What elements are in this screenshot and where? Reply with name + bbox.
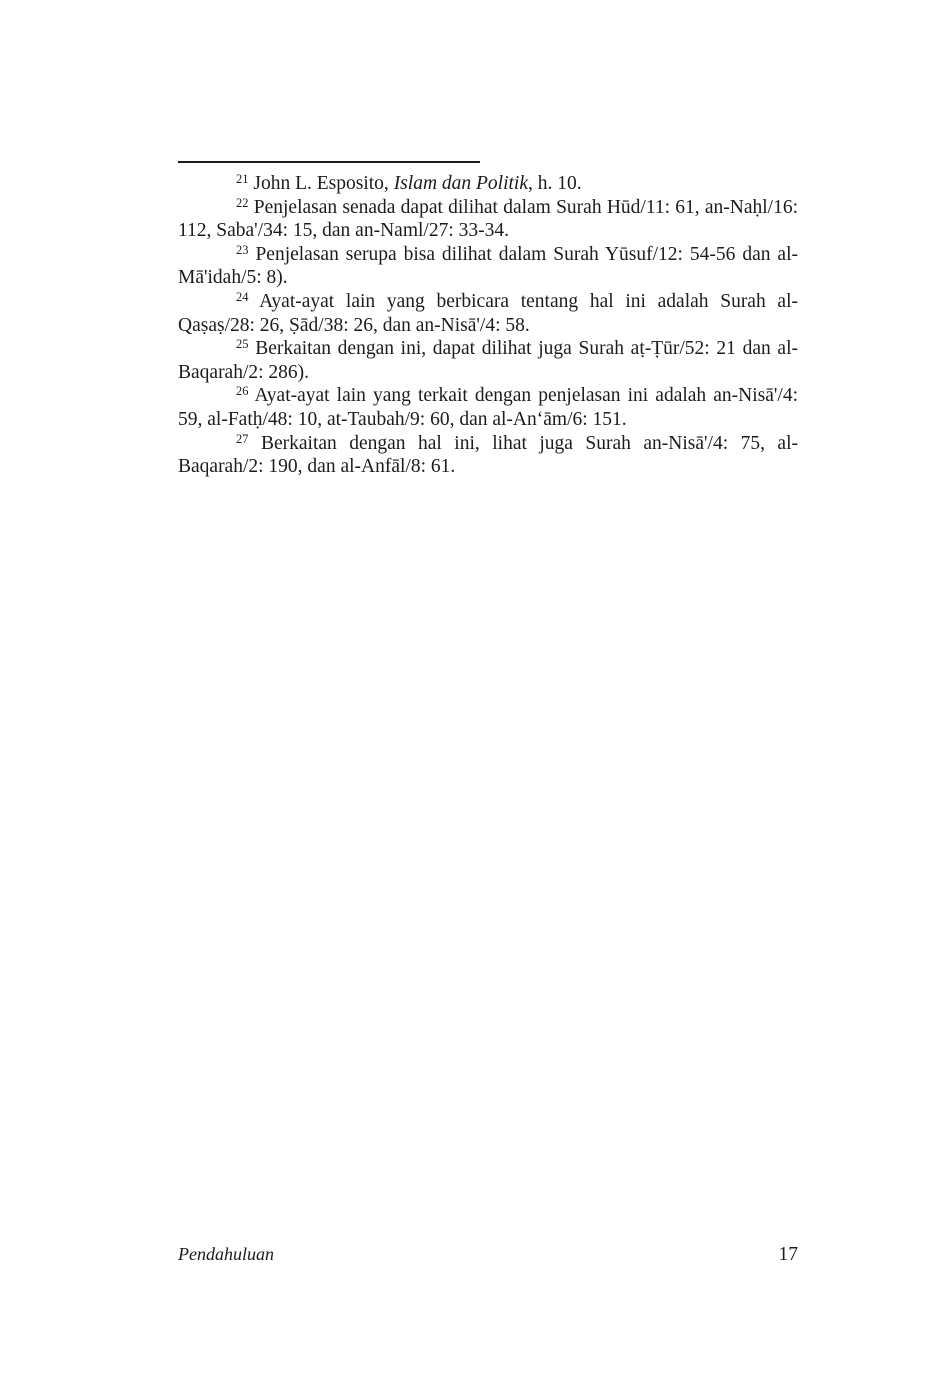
footnote-text: John L. Esposito, (253, 173, 394, 194)
footnote-number: 25 (236, 337, 249, 352)
footnote-27 (178, 432, 798, 479)
footnote-number: 21 (236, 172, 249, 186)
footnote-text: Ayat-ayat lain yang berbicara tentang hal ini adalah Surah al-Qaṣaṣ/28: 26, Ṣād/38: 26, dan an-Nisā'/4: 58. (178, 290, 798, 336)
footnote-text: Penjelasan serupa bisa dilihat dalam Surah Yūsuf/12: 54-56 dan al-Mā'idah/5: 8). (178, 243, 798, 289)
page-footer (178, 1244, 798, 1266)
footnote-number: 26 (236, 384, 249, 399)
footnote-21 (178, 172, 798, 196)
footnote-separator-rule (178, 161, 480, 163)
footnote-text: Berkaitan dengan hal ini, lihat juga Surah an-Nisā'/4: 75, al-Baqarah/2: 190, dan al-Anfāl/8: 61. (178, 432, 798, 478)
footnote-number: 27 (236, 431, 249, 446)
footnote-22 (178, 196, 798, 243)
footer-page-number: 17 (778, 1244, 798, 1265)
footnote-number: 24 (236, 289, 249, 304)
footnote-26 (178, 384, 798, 431)
footnote-number: 22 (236, 195, 249, 210)
footnotes-section (178, 172, 798, 479)
footnote-text: Penjelasan senada dapat dilihat dalam Surah Hūd/11: 61, an-Naḥl/16: 112, Saba'/34: 15, dan an-Naml/27: 33-34. (178, 196, 798, 242)
footnote-text: Ayat-ayat lain yang terkait dengan penjelasan ini adalah an-Nisā'/4: 59, al-Fatḥ/48: 10, at-Taubah/9: 60, dan al-Anʻām/6: 151. (178, 385, 798, 430)
footer-section-title: Pendahuluan (178, 1244, 274, 1264)
footnote-24 (178, 290, 798, 337)
footnote-text: Berkaitan dengan ini, dapat dilihat juga Surah aṭ-Ṭūr/52: 21 dan al-Baqarah/2: 286). (178, 338, 798, 383)
footnote-25 (178, 337, 798, 384)
footnote-book-title: Islam dan Politik (393, 173, 529, 194)
footnote-number: 23 (236, 242, 249, 257)
footnote-text: , h. 10. (528, 173, 582, 194)
footnote-23 (178, 243, 798, 290)
